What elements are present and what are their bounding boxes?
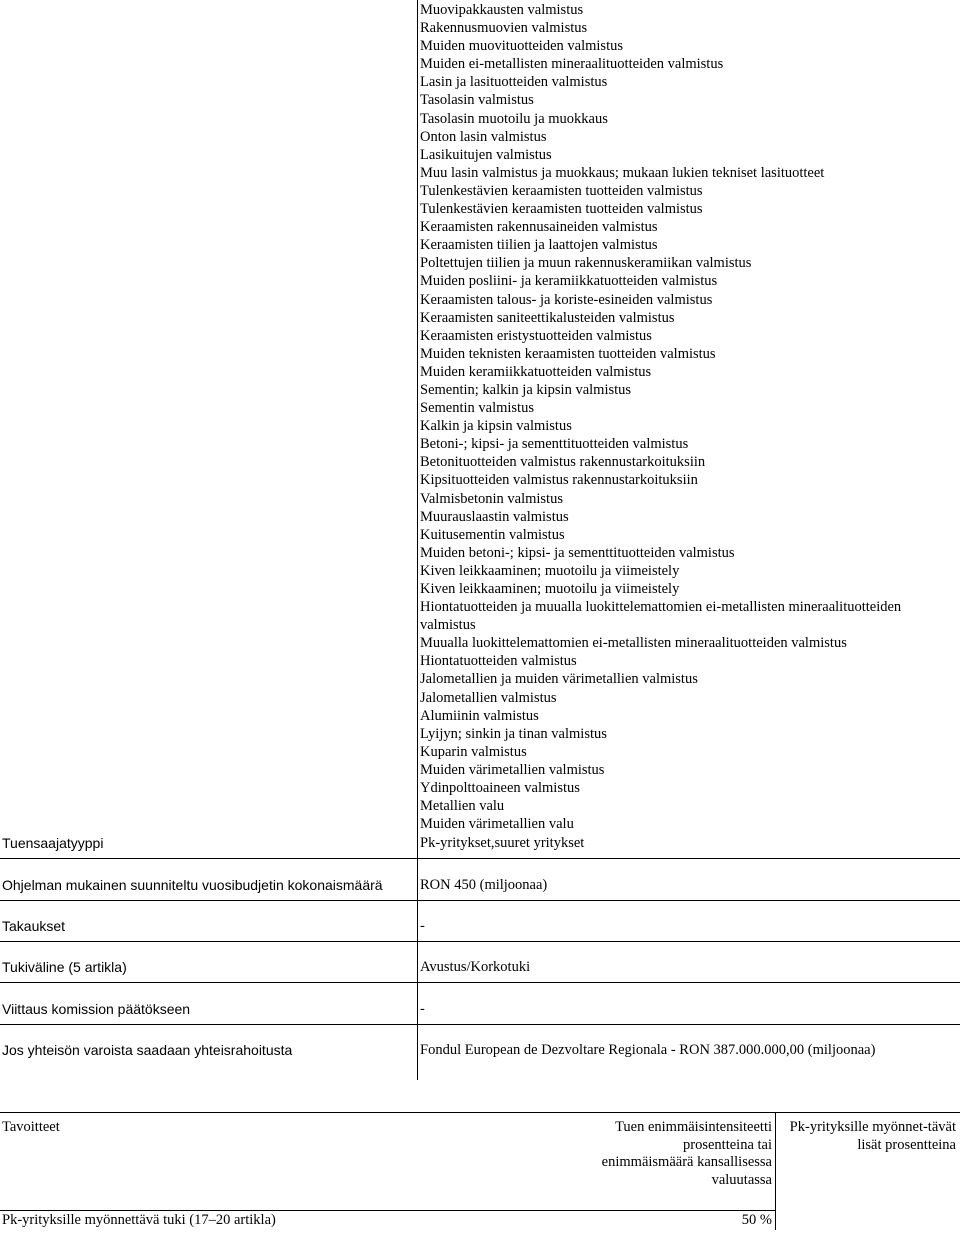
sector-item: Betoni-; kipsi- ja sementtituotteiden valmistus — [420, 436, 689, 453]
sector-item: Poltettujen tiilien ja muun rakennuskeramiikan valmistus — [420, 255, 752, 272]
budget-value: RON 450 (miljoonaa) — [420, 877, 548, 893]
sector-item: Muiden ei-metallisten mineraalituotteiden valmistus — [420, 56, 724, 73]
reference-label: Viittaus komission päätökseen — [2, 1001, 191, 1017]
beneficiary-value: Pk-yritykset,suuret yritykset — [420, 835, 585, 851]
max-intensity-header: Tuen enimmäisintensiteetti prosentteina tai enimmäismäärä kansallisessa valuutassa — [601, 1119, 772, 1188]
cofinancing-value: Fondul European de Dezvoltare Regionala - RON 387.000.000,00 (miljoonaa) — [420, 1042, 876, 1058]
sector-item: Keraamisten eristystuotteiden valmistus — [420, 327, 652, 344]
sme-aid-value: 50 % — [741, 1212, 772, 1228]
sector-item: Muiden posliini- ja keramiikkatuotteiden valmistus — [420, 273, 718, 290]
sector-item: Hiontatuotteiden valmistus — [420, 653, 577, 670]
sector-item: Kalkin ja kipsin valmistus — [420, 418, 572, 435]
budget-label: Ohjelman mukainen suunniteltu vuosibudjetin kokonaismäärä — [2, 877, 383, 893]
sector-item: Tasolasin valmistus — [420, 92, 534, 109]
objectives-row-divider — [0, 1210, 775, 1211]
instrument-value: Avustus/Korkotuki — [420, 959, 531, 975]
instrument-label: Tukiväline (5 artikla) — [2, 959, 127, 975]
row-divider — [0, 858, 960, 859]
sector-item: Kuparin valmistus — [420, 743, 527, 760]
sector-item: Tulenkestävien keraamisten tuotteiden valmistus — [420, 182, 703, 199]
sector-item: Sementin; kalkin ja kipsin valmistus — [420, 381, 632, 398]
sector-item: Keraamisten tiilien ja laattojen valmistus — [420, 237, 658, 254]
sme-bonus-header: Pk-yrityksille myönnet-tävät lisät prosentteina — [789, 1119, 956, 1153]
sector-list — [420, 1, 958, 833]
guarantees-value: - — [420, 918, 425, 934]
sector-item: Tasolasin muotoilu ja muokkaus — [420, 110, 608, 127]
sector-item: Muualla luokittelemattomien ei-metallisten mineraalituotteiden valmistus — [420, 635, 847, 652]
sector-item: Kiven leikkaaminen; muotoilu ja viimeistely — [420, 562, 680, 579]
sector-item: Ydinpolttoaineen valmistus — [420, 780, 580, 797]
beneficiary-label: Tuensaajatyyppi — [2, 835, 104, 851]
sector-item: Muiden keramiikkatuotteiden valmistus — [420, 363, 652, 380]
sector-item: Tulenkestävien keraamisten tuotteiden valmistus — [420, 201, 703, 218]
sector-item: Keraamisten talous- ja koriste-esineiden valmistus — [420, 291, 713, 308]
sector-item: Sementin valmistus — [420, 400, 534, 417]
row-divider — [0, 941, 960, 942]
sector-item: Lasin ja lasituotteiden valmistus — [420, 74, 608, 91]
sector-item: Metallien valu — [420, 798, 505, 815]
sector-item: Onton lasin valmistus — [420, 128, 547, 145]
sector-item: Rakennusmuovien valmistus — [420, 20, 588, 37]
sector-item: Kuitusementin valmistus — [420, 526, 565, 543]
cofinancing-label: Jos yhteisön varoista saadaan yhteisrahoitusta — [2, 1042, 293, 1058]
sector-item: Muiden värimetallien valu — [420, 816, 574, 833]
row-divider — [0, 1024, 960, 1025]
sector-item: Muiden betoni-; kipsi- ja sementtituotteiden valmistus — [420, 544, 735, 561]
sector-item: Keraamisten saniteettikalusteiden valmistus — [420, 309, 675, 326]
reference-value: - — [420, 1001, 425, 1017]
sector-item: Betonituotteiden valmistus rakennustarkoituksiin — [420, 454, 706, 471]
sme-aid-label: Pk-yrityksille myönnettävä tuki (17–20 artikla) — [2, 1212, 276, 1228]
sector-item: Muovipakkausten valmistus — [420, 2, 584, 18]
sector-item: Muiden värimetallien valmistus — [420, 761, 605, 778]
guarantees-label: Takaukset — [2, 918, 66, 934]
sector-item: Jalometallien ja muiden värimetallien valmistus — [420, 671, 698, 688]
row-divider — [0, 900, 960, 901]
objectives-column-divider — [775, 1112, 776, 1230]
sector-item: Kiven leikkaaminen; muotoilu ja viimeistely — [420, 581, 680, 597]
sector-item: Lasikuitujen valmistus — [420, 146, 552, 163]
sector-item: Hiontatuotteiden ja muualla luokittelemattomien ei-metallisten mineraalituotteiden valmistus — [420, 599, 902, 634]
sector-item: Muurauslaastin valmistus — [420, 508, 569, 525]
sector-item: Jalometallien valmistus — [420, 689, 557, 706]
sector-item: Muu lasin valmistus ja muokkaus; mukaan lukien tekniset lasituotteet — [420, 164, 825, 181]
column-divider — [417, 0, 418, 1080]
objectives-top-border — [0, 1112, 960, 1113]
sector-item: Kipsituotteiden valmistus rakennustarkoituksiin — [420, 472, 698, 489]
sector-item: Muiden muovituotteiden valmistus — [420, 38, 623, 55]
sector-item: Alumiinin valmistus — [420, 707, 539, 724]
sector-item: Valmisbetonin valmistus — [420, 490, 563, 507]
objectives-header: Tavoitteet — [2, 1119, 60, 1135]
row-divider — [0, 982, 960, 983]
sector-item: Lyijyn; sinkin ja tinan valmistus — [420, 725, 607, 742]
sector-item: Muiden teknisten keraamisten tuotteiden valmistus — [420, 345, 716, 362]
sector-item: Keraamisten rakennusaineiden valmistus — [420, 219, 658, 236]
